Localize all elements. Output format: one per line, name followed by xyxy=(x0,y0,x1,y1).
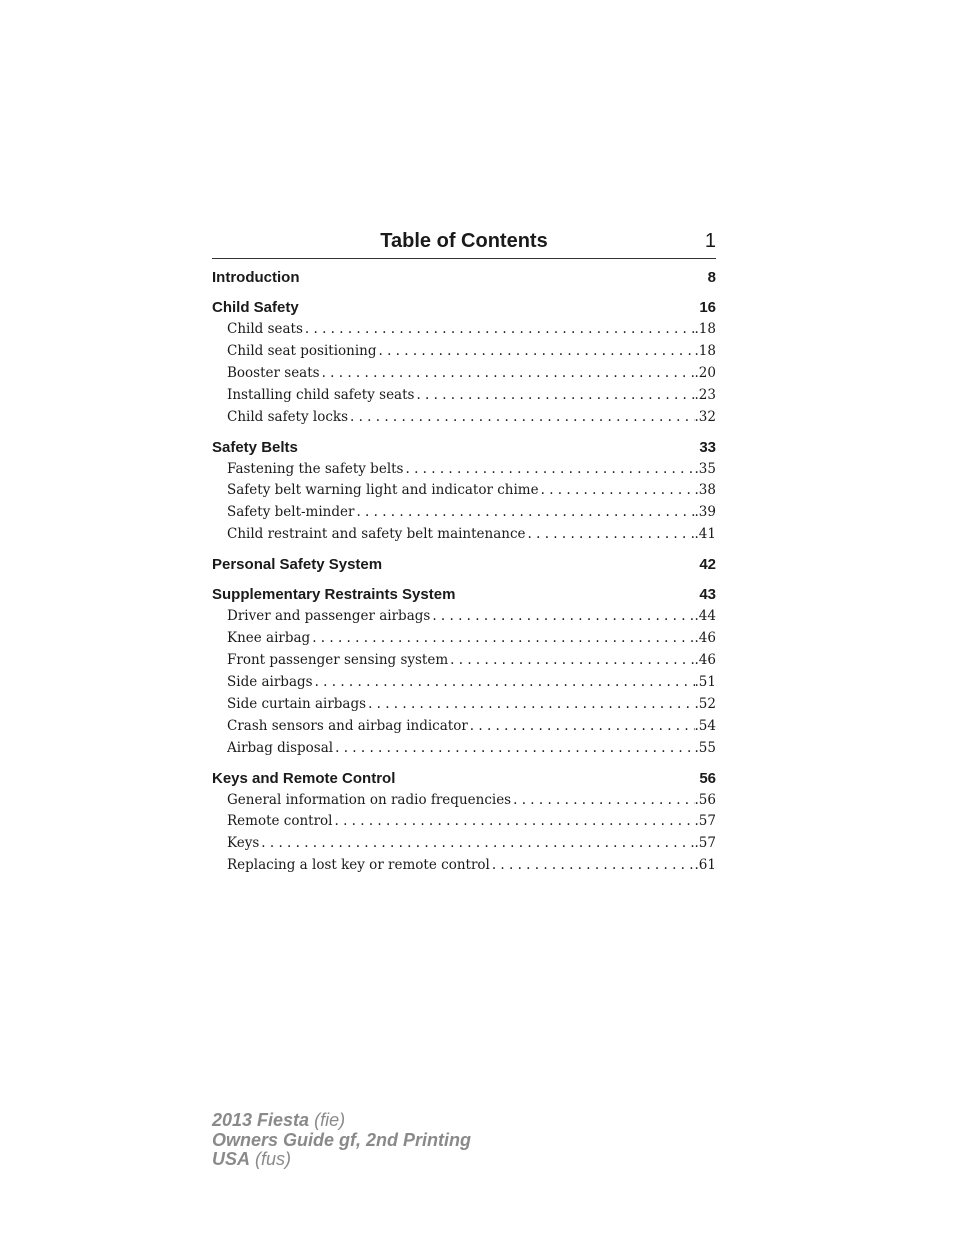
entry-label: Safety belt warning light and indicator chime xyxy=(227,482,539,499)
entry-page: .57 xyxy=(694,813,716,830)
toc-section-heading[interactable] xyxy=(212,768,716,790)
entry-page: .39 xyxy=(694,504,716,521)
dot-leader xyxy=(450,650,694,672)
entry-label: Side airbags xyxy=(227,673,313,690)
document-footer xyxy=(212,1111,471,1170)
entry-label: Child restraint and safety belt maintenance xyxy=(227,526,526,543)
toc-entry[interactable] xyxy=(227,606,716,628)
toc-entry[interactable] xyxy=(227,480,716,502)
footer-market: USA xyxy=(212,1149,251,1169)
toc-section xyxy=(212,267,716,289)
dot-leader xyxy=(322,363,695,385)
entry-page: .52 xyxy=(694,695,716,712)
entry-page: .18 xyxy=(694,342,716,359)
entry-label: Fastening the safety belts xyxy=(227,460,404,477)
entry-label: Booster seats xyxy=(227,364,320,381)
section-title: Personal Safety System xyxy=(212,556,383,574)
dot-leader xyxy=(312,628,694,650)
page-title: Table of Contents xyxy=(380,230,548,252)
dot-leader xyxy=(470,716,695,738)
footer-line-market xyxy=(212,1150,471,1170)
entry-label: Side curtain airbags xyxy=(227,695,367,712)
dot-leader xyxy=(305,319,695,341)
footer-market-code: (fus) xyxy=(255,1149,292,1169)
entry-page: .54 xyxy=(694,717,716,734)
entry-label: Child seat positioning xyxy=(227,342,377,359)
toc-entry[interactable] xyxy=(227,502,716,524)
footer-model-code: (fie) xyxy=(314,1110,346,1130)
entry-label: Remote control xyxy=(227,813,333,830)
entry-page: .35 xyxy=(694,460,716,477)
dot-leader xyxy=(379,341,695,363)
toc-section-heading[interactable] xyxy=(212,437,716,459)
section-page: 16 xyxy=(699,299,716,316)
dot-leader xyxy=(513,790,694,812)
dot-leader xyxy=(492,855,695,877)
section-page: 56 xyxy=(699,769,716,787)
entry-page: .61 xyxy=(694,857,716,874)
entry-label: Replacing a lost key or remote control xyxy=(227,857,490,874)
section-title: Safety Belts xyxy=(212,438,298,456)
toc-section-heading[interactable] xyxy=(212,584,716,606)
section-page: 33 xyxy=(699,438,716,456)
section-page: 43 xyxy=(699,586,716,604)
toc-section-heading[interactable] xyxy=(212,267,716,289)
entry-label: Knee airbag xyxy=(227,630,311,647)
toc-entry[interactable] xyxy=(227,811,716,833)
entry-page: .55 xyxy=(694,739,716,756)
entry-page: .41 xyxy=(694,526,716,543)
footer-model: 2013 Fiesta xyxy=(212,1110,310,1130)
dot-leader xyxy=(406,459,695,481)
dot-leader xyxy=(356,502,694,524)
entry-label: Keys xyxy=(227,835,260,852)
entry-label: Installing child safety seats xyxy=(227,386,415,403)
toc-entry[interactable] xyxy=(227,628,716,650)
toc-entry[interactable] xyxy=(227,672,716,694)
entry-label: Driver and passenger airbags xyxy=(227,608,431,625)
footer-line-model xyxy=(212,1111,471,1131)
entry-page: .38 xyxy=(694,482,716,499)
toc-entry[interactable] xyxy=(227,790,716,812)
page-header xyxy=(212,226,716,259)
entry-label: Airbag disposal xyxy=(227,739,334,756)
toc-section xyxy=(212,297,716,429)
toc-section xyxy=(212,437,716,547)
toc-section xyxy=(212,554,716,576)
table-of-contents xyxy=(212,259,716,877)
toc-entry[interactable] xyxy=(227,459,716,481)
section-page: 8 xyxy=(707,269,716,286)
dot-leader xyxy=(335,738,694,760)
toc-entry[interactable] xyxy=(227,738,716,760)
dot-leader xyxy=(541,480,695,502)
entry-page: .56 xyxy=(694,791,716,808)
dot-leader xyxy=(432,606,694,628)
dot-leader xyxy=(315,672,695,694)
entry-label: Safety belt-minder xyxy=(227,504,355,521)
entry-page: .46 xyxy=(694,651,716,668)
dot-leader xyxy=(368,694,694,716)
entry-label: Front passenger sensing system xyxy=(227,651,449,668)
section-page: 42 xyxy=(699,556,716,574)
toc-section-heading[interactable] xyxy=(212,297,716,319)
entry-page: .32 xyxy=(694,408,716,425)
entry-label: Child safety locks xyxy=(227,408,349,425)
toc-entry[interactable] xyxy=(227,407,716,429)
entry-label: Child seats xyxy=(227,321,303,337)
section-title: Keys and Remote Control xyxy=(212,769,396,787)
toc-entry[interactable] xyxy=(227,524,716,546)
toc-entry[interactable] xyxy=(227,833,716,855)
toc-entry[interactable] xyxy=(227,341,716,363)
toc-page xyxy=(212,226,716,885)
dot-leader xyxy=(350,407,695,429)
toc-entry[interactable] xyxy=(227,650,716,672)
section-title: Supplementary Restraints System xyxy=(212,586,456,604)
entry-page: .51 xyxy=(694,673,716,690)
toc-entry[interactable] xyxy=(227,363,716,385)
entry-label: General information on radio frequencies xyxy=(227,791,512,808)
dot-leader xyxy=(261,833,694,855)
entry-page: .23 xyxy=(694,386,716,403)
section-title: Introduction xyxy=(212,269,300,286)
entry-page: .18 xyxy=(694,321,716,337)
section-title: Child Safety xyxy=(212,299,299,316)
toc-entry[interactable] xyxy=(227,716,716,738)
toc-section xyxy=(212,584,716,759)
entry-label: Crash sensors and airbag indicator xyxy=(227,717,468,734)
footer-guide: Owners Guide gf, 2nd Printing xyxy=(212,1129,472,1150)
entry-page: .44 xyxy=(694,608,716,625)
dot-leader xyxy=(416,385,694,407)
dot-leader xyxy=(335,811,695,833)
page-number: 1 xyxy=(704,230,716,252)
dot-leader xyxy=(528,524,695,546)
toc-entry[interactable] xyxy=(227,319,716,341)
toc-entry[interactable] xyxy=(227,855,716,877)
entry-page: .57 xyxy=(694,835,716,852)
toc-entry[interactable] xyxy=(227,694,716,716)
toc-section-heading[interactable] xyxy=(212,554,716,576)
entry-page: .46 xyxy=(694,630,716,647)
toc-entry[interactable] xyxy=(227,385,716,407)
toc-section xyxy=(212,768,716,878)
entry-page: .20 xyxy=(694,364,716,381)
